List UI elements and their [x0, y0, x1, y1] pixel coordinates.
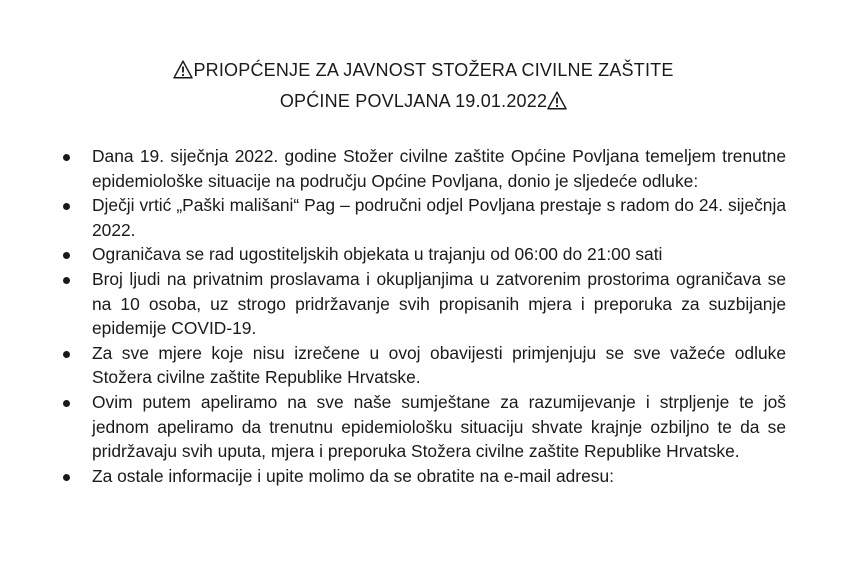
list-item-text: Dječji vrtić „Paški mališani“ Pag – područni odjel Povljana prestaje s radom do 24. siječnja 2022.	[92, 195, 786, 240]
list-item	[0, 267, 786, 341]
list-item-text: Za sve mjere koje nisu izrečene u ovoj obavijesti primjenjuju se sve važeće odluke Stožera civilne zaštite Republike Hrvatske.	[92, 342, 786, 388]
bullet-icon	[63, 351, 70, 358]
bullet-icon	[63, 252, 70, 259]
page-title-line-1	[0, 60, 847, 84]
list-item	[0, 144, 786, 193]
warning-triangle-icon	[547, 91, 567, 115]
title-text-1: PRIOPĆENJE ZA JAVNOST STOŽERA CIVILNE ZAŠTITE	[193, 60, 674, 80]
list-item-text: Ovim putem apeliramo na sve naše sumještane za razumijevanje i strpljenje te još jednom apeliramo da trenutnu epidemiološku situaciju shvate krajnje ozbiljno te da se pridržavaju svih uputa, mjera i preporuka Stožera civilne zaštite Republike Hrvatske.	[92, 391, 786, 462]
warning-triangle-icon	[173, 60, 193, 84]
list-item	[0, 341, 786, 390]
bullet-icon	[63, 203, 70, 210]
list-item	[0, 242, 786, 267]
bullet-icon	[63, 277, 70, 284]
page-title-line-2	[0, 91, 847, 115]
list-item-text: Dana 19. siječnja 2022. godine Stožer civilne zaštite Općine Povljana temeljem trenutne epidemiološke situacije na području Općine Povljana, donio je sljedeće odluke:	[92, 146, 786, 191]
announcement-list	[0, 144, 847, 488]
bullet-icon	[63, 474, 70, 481]
list-item	[0, 464, 786, 489]
title-text-2: OPĆINE POVLJANA 19.01.2022	[279, 91, 548, 111]
bullet-icon	[63, 400, 70, 407]
list-item-text: Za ostale informacije i upite molimo da se obratite na e-mail adresu:	[92, 465, 614, 486]
list-item-text: Broj ljudi na privatnim proslavama i okupljanjima u zatvorenim prostorima ograničava se na 10 osoba, uz strogo pridržavanje svih propisanih mjera i preporuka za suzbijanje epidemije COVID-19.	[92, 268, 786, 339]
list-item	[0, 193, 786, 242]
list-item	[0, 390, 786, 464]
list-item-text: Ograničava se rad ugostiteljskih objekata u trajanju od 06:00 do 21:00 sati	[92, 244, 663, 265]
bullet-icon	[63, 154, 70, 161]
